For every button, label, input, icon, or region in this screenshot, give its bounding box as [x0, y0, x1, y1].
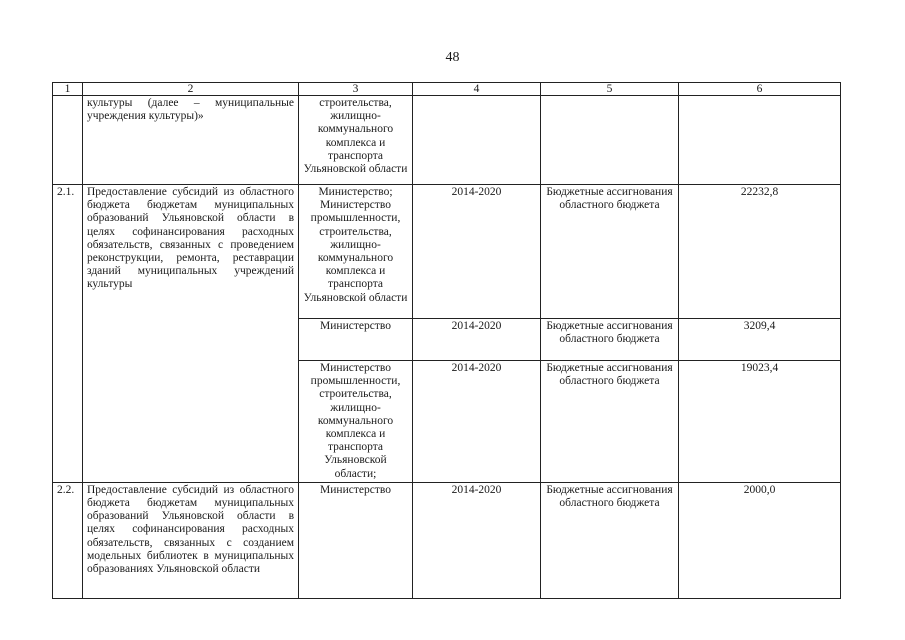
value-cell: 22232,8 [679, 185, 841, 319]
period-cell: 2014-2020 [413, 361, 541, 483]
source-cell: Бюджетные ассигнования областного бюджета [541, 482, 679, 598]
executor-cell: Министерство [299, 482, 413, 598]
table-row [53, 482, 841, 598]
period-cell: 2014-2020 [413, 319, 541, 361]
value-cell: 19023,4 [679, 361, 841, 483]
header-col-3: 3 [299, 83, 413, 96]
table-row [53, 185, 841, 319]
executor-cell: Министерство [299, 319, 413, 361]
program-table [52, 82, 841, 599]
page-number: 48 [445, 50, 460, 65]
source-cell: Бюджетные ассигнования областного бюджета [541, 185, 679, 319]
row-number-cell: 2.1. [53, 185, 83, 483]
row-number-cell [53, 96, 83, 185]
executor-cell: строительства, жилищно-коммунального комплекса и транспорта Ульяновской области [299, 96, 413, 185]
value-cell: 3209,4 [679, 319, 841, 361]
value-cell [679, 96, 841, 185]
header-col-6: 6 [679, 83, 841, 96]
executor-cell: Министерство промышленности, строительства, жилищно-коммунального комплекса и транспорта Ульяновской области; [299, 361, 413, 483]
header-col-5: 5 [541, 83, 679, 96]
executor-cell: Министерство; Министерство промышленности, строительства, жилищно-коммунального комплекса и транспорта Ульяновской области [299, 185, 413, 319]
table-row [53, 96, 841, 185]
value-cell: 2000,0 [679, 482, 841, 598]
measure-name-cell: Предоставление субсидий из областного бюджета бюджетам муниципальных образований Ульяновской области в целях софинансирования расходных обязательств, связанных с проведением реконструкции, ремонта, реставрации зданий муниципальных учреждений культуры [83, 185, 299, 483]
measure-name-cell: Предоставление субсидий из областного бюджета бюджетам муниципальных образований Ульяновской области в целях софинансирования расходных обязательств, связанных с созданием модельных библиотек в муниципальных образованиях Ульяновской области [83, 482, 299, 598]
period-cell: 2014-2020 [413, 482, 541, 598]
header-col-2: 2 [83, 83, 299, 96]
source-cell [541, 96, 679, 185]
period-cell: 2014-2020 [413, 185, 541, 319]
header-col-1: 1 [53, 83, 83, 96]
header-col-4: 4 [413, 83, 541, 96]
source-cell: Бюджетные ассигнования областного бюджета [541, 361, 679, 483]
period-cell [413, 96, 541, 185]
header-row [53, 83, 841, 96]
row-number-cell: 2.2. [53, 482, 83, 598]
measure-name-cell: культуры (далее – муниципальные учреждения культуры)» [83, 96, 299, 185]
source-cell: Бюджетные ассигнования областного бюджета [541, 319, 679, 361]
